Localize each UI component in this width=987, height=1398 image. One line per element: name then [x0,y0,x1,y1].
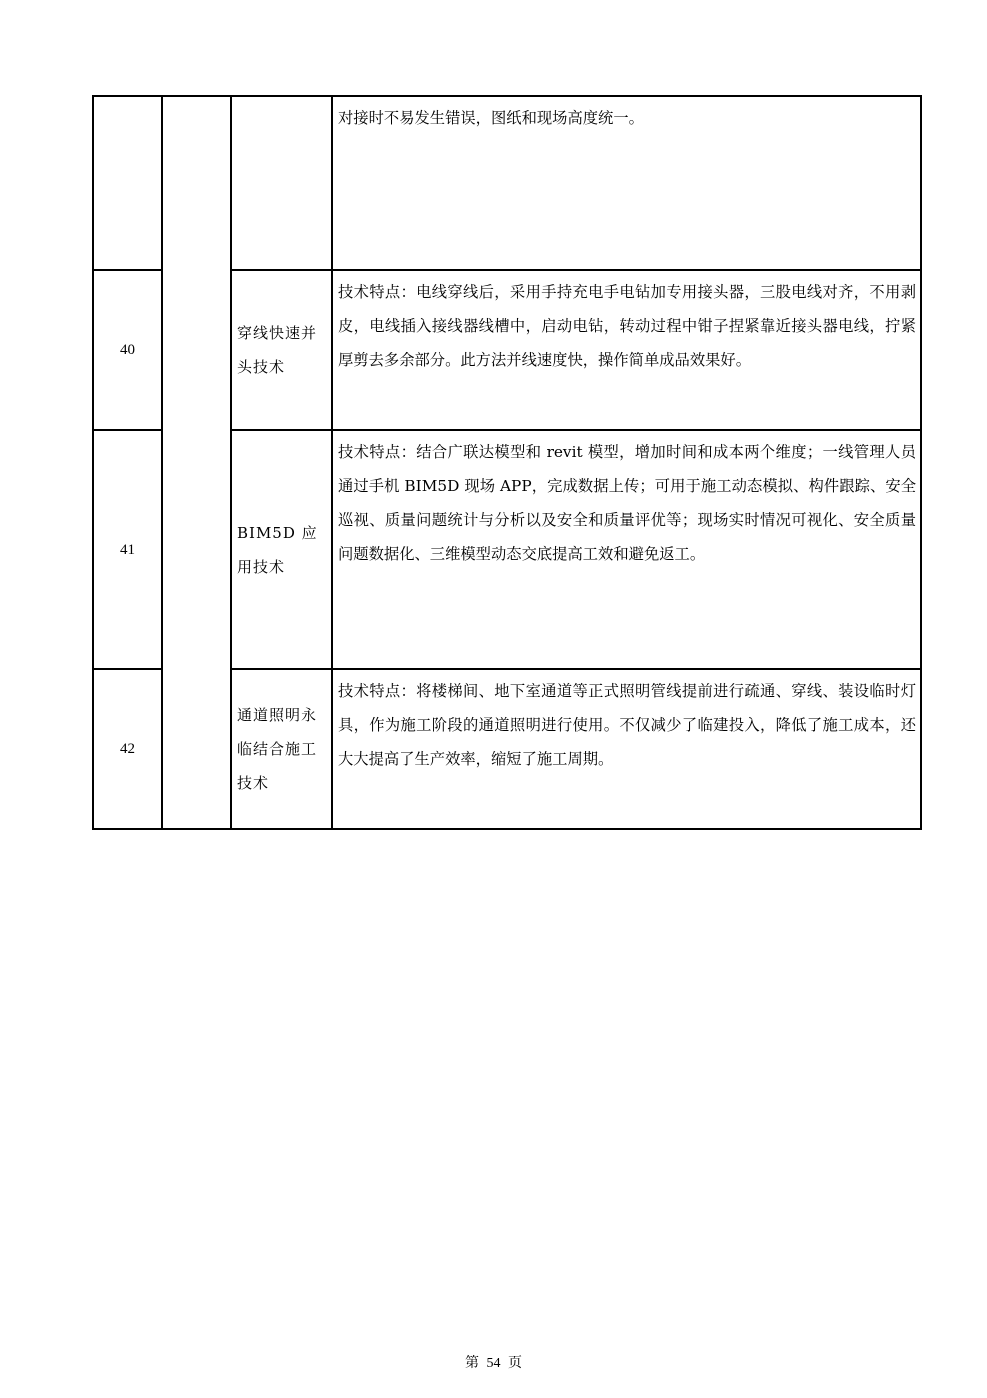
description-text: 技术特点：电线穿线后，采用手持充电手电钻加专用接头器，三股电线对齐，不用剥皮，电线插入接线器线槽中，启动电钻，转动过程中钳子捏紧靠近接头器电线，拧紧厚剪去多余部分。此方法并线速度快，操作简单成品效果好。 [338,283,916,369]
description-cell [332,430,921,669]
description-cell [332,270,921,430]
technology-name-cell [231,96,332,270]
description-text: 对接时不易发生错误，图纸和现场高度统一。 [338,109,644,127]
description-cell [332,96,921,270]
description-text: 技术特点：结合广联达模型和 revit 模型，增加时间和成本两个维度；一线管理人员通过手机 BIM5D 现场 APP，完成数据上传；可用于施工动态模拟、构件跟踪、安全巡视、质量问题统计与分析以及安全和质量评优等；现场实时情况可视化、安全质量问题数据化、三维模型动态交底提高工效和避免返工。 [338,443,916,563]
technology-name-cell: 穿线快速并头技术 [231,270,332,430]
row-number-cell: 42 [93,669,162,829]
description-cell [332,669,921,829]
technology-name-cell: BIM5D 应用技术 [231,430,332,669]
description-text: 技术特点：将楼梯间、地下室通道等正式照明管线提前进行疏通、穿线、装设临时灯具，作为施工阶段的通道照明进行使用。不仅减少了临建投入，降低了施工成本，还大大提高了生产效率，缩短了施工周期。 [338,682,916,768]
table-row-continuation [93,96,921,270]
row-number-cell: 40 [93,270,162,430]
technology-table [92,95,922,830]
category-cell-merged [162,96,231,829]
row-number-cell: 41 [93,430,162,669]
row-number-cell [93,96,162,270]
page-number-footer: 第 54 页 [465,1356,522,1371]
technology-name-cell: 通道照明永临结合施工技术 [231,669,332,829]
